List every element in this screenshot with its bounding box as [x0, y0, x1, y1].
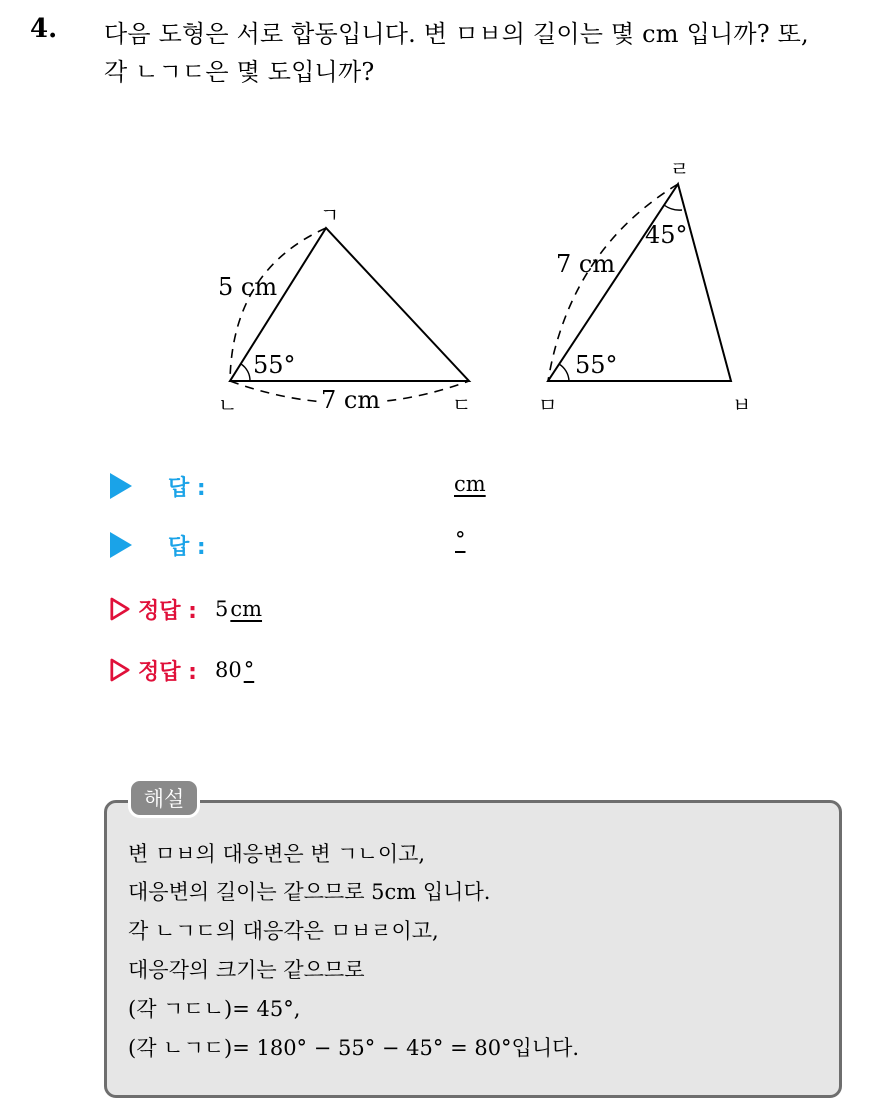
play-triangle-icon	[110, 532, 132, 558]
correct-value-2: 80°	[214, 658, 255, 682]
answer-row-2	[110, 527, 206, 563]
answer-row-1	[110, 468, 206, 504]
vertex-label-nieun: ㄴ	[218, 393, 238, 417]
outline-triangle-icon	[110, 658, 130, 682]
vertex-label-digeut: ㄷ	[452, 393, 472, 417]
explanation-line-6: (각 ㄴㄱㄷ)= 180° − 55° − 45° = 80°입니다.	[128, 1036, 580, 1060]
answer-label-1: 답 :	[168, 475, 206, 501]
explanation-line-5: (각 ㄱㄷㄴ)= 45°,	[128, 997, 301, 1021]
congruent-triangles-figure	[0, 140, 884, 430]
side-label-7cm: 7 cm	[321, 386, 381, 414]
angle-label-55-right: 55°	[575, 351, 618, 379]
side-label-7cm-right: 7 cm	[556, 250, 616, 278]
vertex-label-rieul: ㄹ	[670, 157, 690, 181]
side-label-5cm: 5 cm	[218, 273, 278, 301]
play-triangle-icon	[110, 473, 132, 499]
question-text-line-1: 다음 도형은 서로 합동입니다. 변 ㅁㅂ의 길이는 몇 cm 입니까? 또,	[104, 20, 809, 48]
explanation-tab: 해설	[128, 778, 200, 818]
correct-value-1: 5cm	[214, 597, 263, 621]
triangle-right	[538, 157, 751, 417]
explanation-line-3: 각 ㄴㄱㄷ의 대응각은 ㅁㅂㄹ이고,	[128, 919, 439, 943]
vertex-label-bieup: ㅂ	[732, 393, 752, 417]
outline-triangle-icon	[110, 597, 130, 621]
question-number: 4.	[30, 14, 58, 44]
explanation-line-4: 대응각의 크기는 같으므로	[128, 958, 365, 982]
explanation-line-2: 대응변의 길이는 같으므로 5cm 입니다.	[128, 880, 491, 904]
angle-label-55-left: 55°	[253, 351, 296, 379]
answer-unit-degree: °	[455, 528, 466, 552]
vertex-label-mieum: ㅁ	[538, 393, 558, 417]
triangle-left	[218, 203, 471, 417]
correct-label-1: 정답 :	[138, 598, 197, 624]
explanation-line-1: 변 ㅁㅂ의 대응변은 변 ㄱㄴ이고,	[128, 842, 426, 866]
correct-answer-row-1	[110, 591, 262, 627]
answer-unit-cm: cm	[454, 472, 486, 496]
vertex-label-giyeok: ㄱ	[320, 203, 340, 227]
answer-label-2: 답 :	[168, 534, 206, 560]
question-text-line-2: 각 ㄴㄱㄷ은 몇 도입니까?	[104, 58, 375, 86]
angle-label-45: 45°	[645, 221, 688, 249]
correct-answer-row-2	[110, 652, 254, 688]
correct-label-2: 정답 :	[138, 659, 197, 685]
